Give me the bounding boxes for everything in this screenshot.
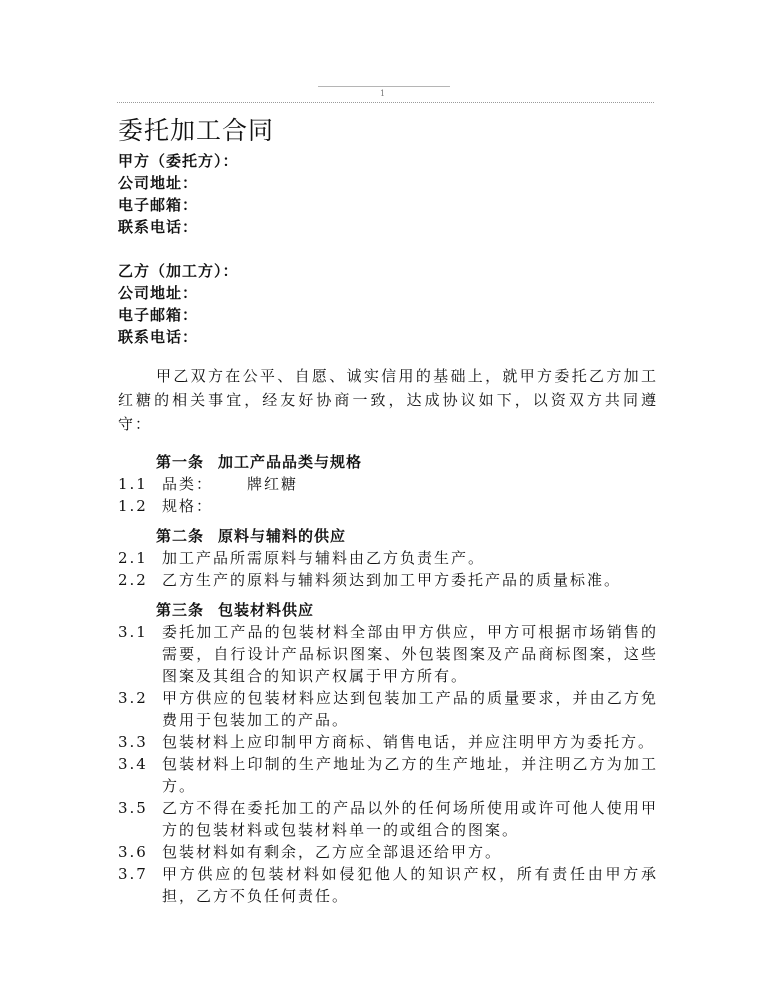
header-mark: 1: [380, 89, 386, 98]
clause-number: 3.1: [118, 623, 148, 641]
article-heading: [118, 451, 658, 473]
clause: [118, 569, 658, 591]
clause: [118, 797, 658, 841]
clause-text: 品类：: [162, 475, 214, 493]
clause-text: 包装材料上印制的生产地址为乙方的生产地址，并注明乙方为加工方。: [162, 755, 658, 795]
party-b-label: 乙方（加工方）：: [118, 262, 239, 280]
party-a-address: 公司地址：: [118, 174, 199, 192]
article-title: 包装材料供应: [218, 601, 315, 619]
article-number: 第一条: [156, 453, 205, 471]
clause-text: 包装材料上应印制甲方商标、销售电话，并应注明甲方为委托方。: [162, 733, 656, 751]
article-1: [118, 451, 658, 517]
clause: [118, 687, 658, 731]
clause: [118, 473, 658, 495]
party-a-email: 电子邮箱：: [118, 196, 199, 214]
document-title: 委托加工合同: [118, 116, 275, 145]
party-a-label: 甲方（委托方）：: [118, 152, 239, 170]
contract-body: [118, 112, 658, 907]
article-number: 第二条: [156, 527, 205, 545]
article-title: 原料与辅料的供应: [218, 527, 347, 545]
clause: [118, 547, 658, 569]
clause-number: 3.7: [118, 865, 148, 883]
clause-number: 3.3: [118, 733, 148, 751]
party-b-block: [118, 260, 658, 348]
article-2: [118, 525, 658, 591]
party-b-phone: 联系电话：: [118, 328, 199, 346]
clause: [118, 753, 658, 797]
clause-number: 1.1: [118, 475, 148, 493]
clause-text: 乙方不得在委托加工的产品以外的任何场所使用或许可他人使用甲方的包装材料或包装材料单一的或组合的图案。: [162, 799, 658, 839]
clause: [118, 731, 658, 753]
clause-number: 2.1: [118, 549, 148, 567]
clause-text: 甲方供应的包装材料应达到包装加工产品的质量要求，并由乙方免费用于包装加工的产品。: [162, 689, 658, 729]
article-number: 第三条: [156, 601, 205, 619]
clause: [118, 841, 658, 863]
clause-number: 2.2: [118, 571, 148, 589]
header-rule: [117, 102, 654, 103]
clause-text: 乙方生产的原料与辅料须达到加工甲方委托产品的质量标准。: [162, 571, 622, 589]
intro-paragraph: 甲乙双方在公平、自愿、诚实信用的基础上，就甲方委托乙方加工红糖的相关事宜，经友好协商一致，达成协议如下，以资双方共同遵守：: [118, 367, 658, 433]
clause-text: 包装材料如有剩余，乙方应全部退还给甲方。: [162, 843, 503, 861]
clause-number: 3.5: [118, 799, 148, 817]
clause: [118, 621, 658, 687]
clause-number: 3.2: [118, 689, 148, 707]
article-heading: [118, 599, 658, 621]
party-b-address: 公司地址：: [118, 284, 199, 302]
article-title: 加工产品品类与规格: [218, 453, 363, 471]
clause-number: 3.6: [118, 843, 148, 861]
clause-value: 牌红糖: [247, 475, 299, 493]
clause-text: 规格：: [162, 497, 214, 515]
party-a-phone: 联系电话：: [118, 218, 199, 236]
clause-number: 1.2: [118, 497, 148, 515]
clause: [118, 863, 658, 907]
article-3: [118, 599, 658, 907]
spacer: [118, 238, 658, 260]
party-a-block: [118, 150, 658, 238]
clause-text: 委托加工产品的包装材料全部由甲方供应，甲方可根据市场销售的需要，自行设计产品标识图案、外包装图案及产品商标图案，这些图案及其组合的知识产权属于甲方所有。: [162, 623, 658, 685]
clause-number: 3.4: [118, 755, 148, 773]
clause-text: 甲方供应的包装材料如侵犯他人的知识产权，所有责任由甲方承担，乙方不负任何责任。: [162, 865, 658, 905]
clause-text: 加工产品所需原料与辅料由乙方负责生产。: [162, 549, 486, 567]
header-line: [318, 86, 450, 87]
clause: [118, 495, 658, 517]
article-heading: [118, 525, 658, 547]
party-b-email: 电子邮箱：: [118, 306, 199, 324]
